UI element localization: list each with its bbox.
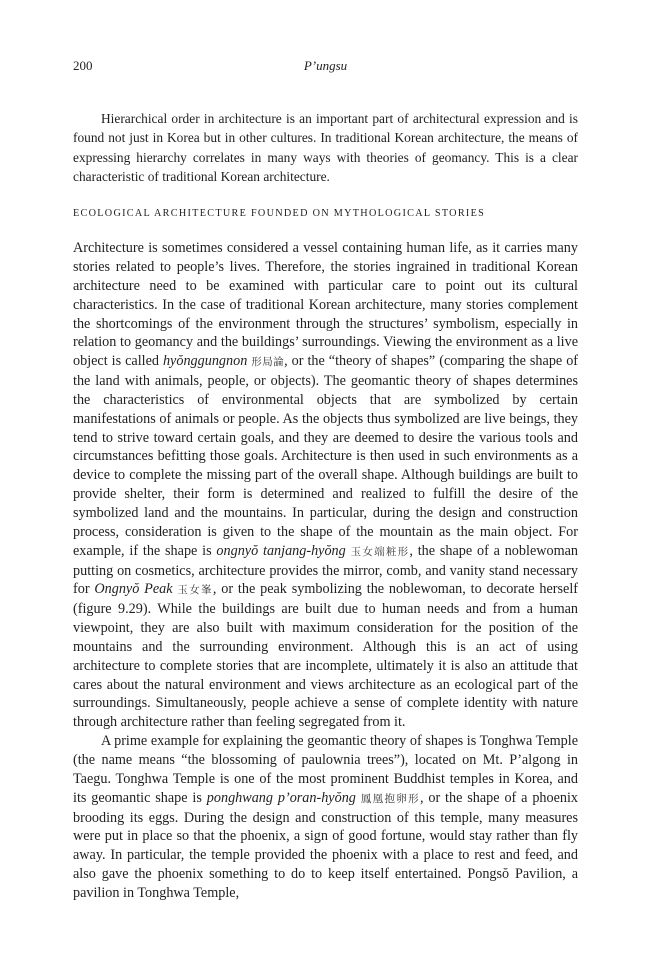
hanja-term-1: 形局論 xyxy=(251,356,285,369)
hanja-term-4: 鳳凰抱卵形 xyxy=(360,792,420,805)
paragraph-1-text-b: , or the “theory of shapes” (comparing the shape of the land with animals, people, or objects). The geomantic theory of shapes determines the characteristics of environmental objects that are symbolized by certain manifestations of animals or people. As the objects thus symbolized are live beings, they tend to strive toward certain goals, and they are deemed to desire the various tools and circumstances befitting those goals. Architecture is then used in such environments as a device to complete the missing part of the overall shape. Although buildings are built to provide shelter, their form is determined and realized to fulfill the desire of the symbolized land and the mountains. In particular, during the design and construction process, consideration is given to the shape of the mountain as the main object. For example, if the shape is xyxy=(73,353,579,559)
body-paragraph-2 xyxy=(73,732,578,903)
body-paragraph-1 xyxy=(73,239,578,732)
paragraph-1-text-a: Architecture is sometimes considered a vessel containing human life, as it carries many stories related to people’s lives. Therefore, the stories ingrained in traditional Korean architecture need to be examined with particular care to point out its cultural characteristics. In the case of traditional Korean architecture, many stories complement the shortcomings of the environment through the structures’ symbolism, especially in relation to geomancy and the buildings’ surroundings. Viewing the environment as a live object is called xyxy=(73,240,578,370)
hanja-term-2: 玉女端粧形 xyxy=(350,545,410,558)
term-ongnyo-peak: Ongnyŏ Peak xyxy=(94,581,173,598)
paragraph-2-text-a: A prime example for explaining the geomantic theory of shapes is Tonghwa Temple (the name means “the blossoming of paulownia trees”), located on Mt. P’algong in Taegu. Tonghwa Temple is one of the most prominent Buddhist temples in Korea, and its geomantic shape is xyxy=(73,733,578,806)
term-hyonggungnon: hyŏnggungnon xyxy=(162,353,248,370)
intro-paragraph: Hierarchical order in architecture is an important part of architectural expression and is found not just in Korea but in other cultures. In traditional Korean architecture, the means of expressing hierarchy correlates in many ways with theories of geomancy. This is a clear characteristic of traditional Korean architecture. xyxy=(73,111,578,184)
paragraph-2-text-b: , or the shape of a phoenix brooding its eggs. During the design and construction of this temple, many measures were put in place so that the phoenix, a sign of good fortune, would stay rather than fly away. In particular, the temple provided the phoenix with a place to rest and feed, and also gave the phoenix something to do to keep itself entertained. Pongsŏ Pavilion, a pavilion in Tonghwa Temple, xyxy=(73,789,579,901)
section-heading: ECOLOGICAL ARCHITECTURE FOUNDED ON MYTHOLOGICAL STORIES xyxy=(73,208,486,220)
paragraph-1-text-d: , or the peak symbolizing the noblewoman, to decorate herself (figure 9.29). While the buildings are built due to human needs and from a human viewpoint, they are also built with maximum consideration for the position of the mountains and the surrounding environment. Although this is an act of using architecture to complete stories that are incomplete, ultimately it is also an attitude that cares about the natural environment and views architecture as an ecological part of the surroundings. Simultaneously, people achieve a sense of complete identity with nature through architecture rather than feeling segregated from it. xyxy=(73,581,579,731)
running-head xyxy=(73,56,578,76)
paragraph-1-text-c: , the shape of a noblewoman putting on cosmetics, architecture provides the mirror, comb, and vanity stand necessary for xyxy=(73,542,579,598)
term-ongnyo-tanjang-hyong: ongnyŏ tanjang-hyŏng xyxy=(216,542,346,559)
book-page xyxy=(73,56,578,903)
hanja-term-3: 玉女峯 xyxy=(177,584,213,597)
running-title: P’ungsu xyxy=(303,58,348,73)
page-number: 200 xyxy=(73,58,93,73)
term-ponghwang-poran-hyong: ponghwang p’oran-hyŏng xyxy=(206,789,356,806)
